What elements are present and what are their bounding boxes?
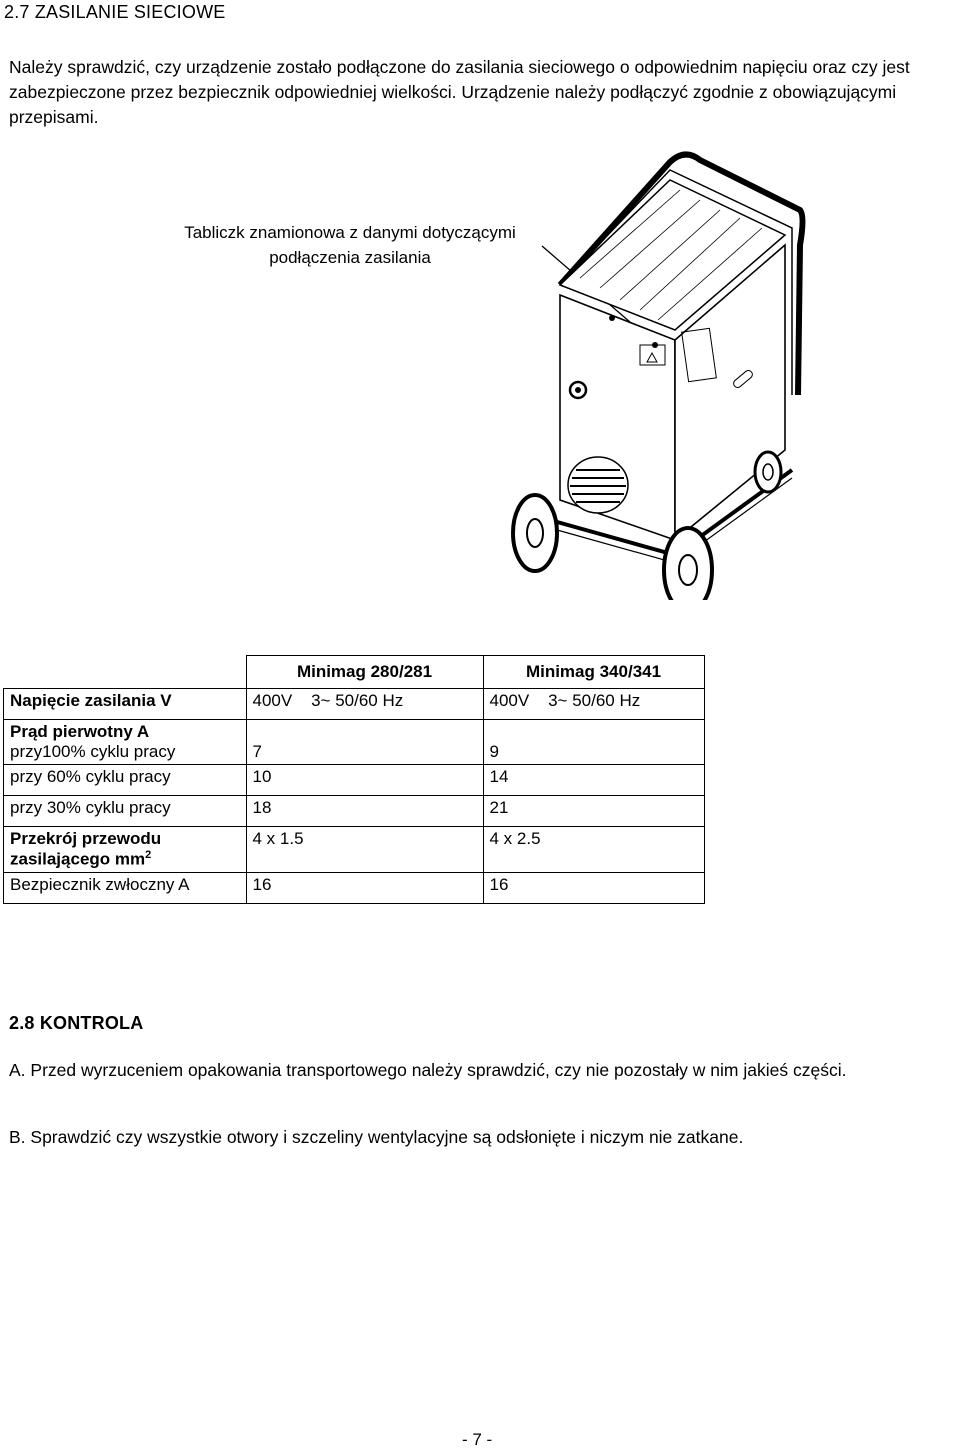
current-label: Prąd pierwotny A: [10, 722, 150, 741]
wheel-back: [755, 452, 781, 492]
current-100-value-2: 9: [483, 720, 704, 765]
voltage-label: Napięcie zasilania V: [4, 689, 247, 720]
table-row-current-60: [4, 765, 705, 796]
voltage-value-2: 400V 3~ 50/60 Hz: [483, 689, 704, 720]
current-100-value-1: 7: [246, 720, 483, 765]
cable-label-line-2: [10, 849, 240, 870]
section-title-power: 2.7 ZASILANIE SIECIOWE: [4, 2, 226, 22]
current-60-value-1: 10: [246, 765, 483, 796]
cable-value-1: 4 x 1.5: [246, 827, 483, 873]
current-label-cell: [4, 720, 247, 765]
cable-label-cell: [4, 827, 247, 873]
control-item-b: B. Sprawdzić czy wszystkie otwory i szczeliny wentylacyjne są odsłonięte i niczym nie zatkane.: [9, 1127, 744, 1147]
cable-label-text: zasilającego mm: [10, 849, 146, 869]
cable-label-line-1: Przekrój przewodu: [10, 829, 162, 848]
table-header-model-2: Minimag 340/341: [483, 656, 704, 689]
current-30-value-1: 18: [246, 796, 483, 827]
welder-drawing: [500, 150, 810, 600]
fuse-value-2: 16: [483, 872, 704, 903]
current-30-value-2: 21: [483, 796, 704, 827]
figure-caption-line-1: Tabliczk znamionowa z danymi dotyczącymi: [184, 223, 516, 242]
table-header-model-1: Minimag 280/281: [246, 656, 483, 689]
power-paragraph: Należy sprawdzić, czy urządzenie zostało podłączone do zasilania sieciowego o odpowiednim napięciu oraz czy jest zabezpieczone przez bezpiecznik odpowiedniej wielkości. Urządzenie należy podłączyć zgodnie z obowiązującymi przepisami.: [9, 57, 910, 127]
wheel-right: [664, 528, 712, 600]
wheel-left: [513, 495, 557, 571]
fuse-value-1: 16: [246, 872, 483, 903]
table-row-current-30: [4, 796, 705, 827]
table-row-cable: [4, 827, 705, 873]
table-header-blank: [4, 656, 247, 689]
power-spec-table: [3, 655, 705, 904]
control-item-a: A. Przed wyrzuceniem opakowania transportowego należy sprawdzić, czy nie pozostały w nim jakieś części.: [9, 1060, 847, 1080]
table-row-current-100: [4, 720, 705, 765]
section-title-control: 2.8 KONTROLA: [9, 1013, 144, 1033]
table-header-row: [4, 656, 705, 689]
current-60-value-2: 14: [483, 765, 704, 796]
cable-label-sup: 2: [145, 849, 152, 861]
cable-value-2: 4 x 2.5: [483, 827, 704, 873]
figure-caption-line-2: podłączenia zasilania: [269, 248, 431, 267]
page-number: - 7 -: [462, 1430, 493, 1449]
table-row-fuse: [4, 872, 705, 903]
voltage-value-1: 400V 3~ 50/60 Hz: [246, 689, 483, 720]
current-100-label: przy100% cyklu pracy: [10, 742, 176, 761]
current-30-label: przy 30% cyklu pracy: [4, 796, 247, 827]
fuse-label: Bezpiecznik zwłoczny A: [4, 872, 247, 903]
figure-caption: [150, 220, 550, 270]
table-row-voltage: [4, 689, 705, 720]
current-60-label: przy 60% cyklu pracy: [4, 765, 247, 796]
